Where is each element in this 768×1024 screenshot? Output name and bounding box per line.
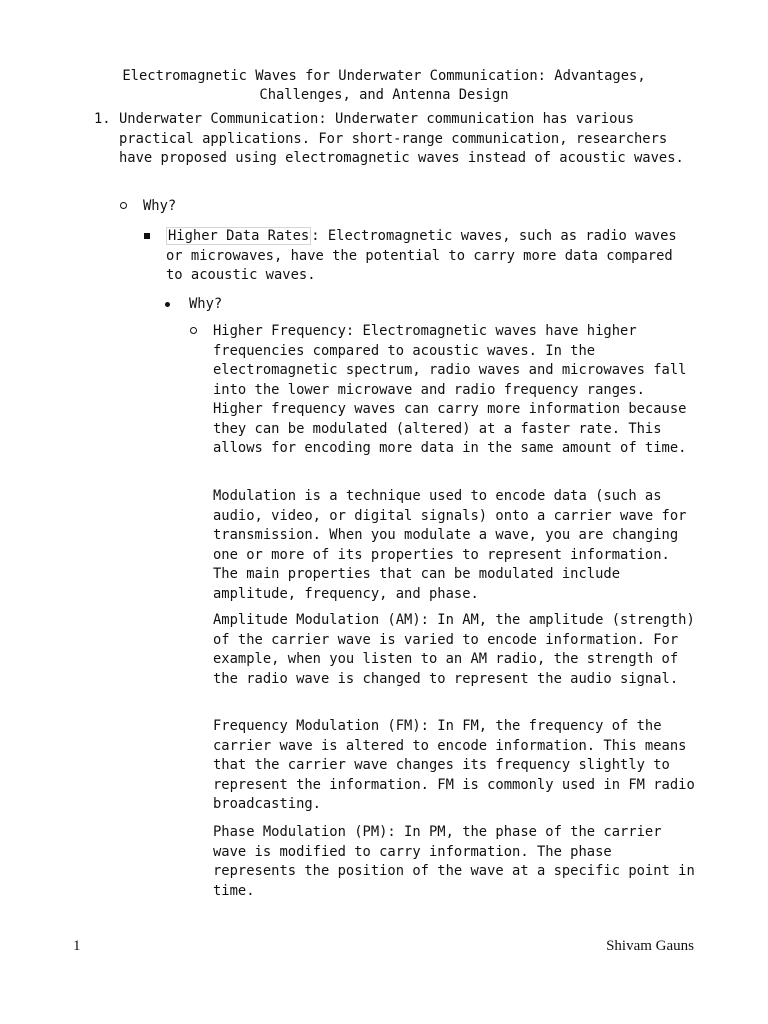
list-number: 1. bbox=[94, 111, 111, 127]
hollow-circle-bullet-icon bbox=[190, 321, 206, 341]
higher-data-rates-term: Higher Data Rates bbox=[168, 228, 310, 244]
dot-bullet-icon bbox=[165, 294, 181, 314]
document-title: Electromagnetic Waves for Underwater Communication: Advantages, Challenges, and Antenna Design bbox=[122, 68, 646, 103]
am-paragraph: Amplitude Modulation (AM): In AM, the amplitude (strength) of the carrier wave is varied to encode information. For example, when you listen to an AM radio, the strength of the radio wave is changed to represent the audio signal. bbox=[213, 612, 695, 687]
pm-paragraph: Phase Modulation (PM): In PM, the phase of the carrier wave is modified to carry information. The phase represents the position of the wave at a specific point in time. bbox=[213, 824, 695, 899]
page-number: 1 bbox=[73, 938, 81, 954]
list-item-text: Underwater Communication: Underwater communication has various practical applications. For short-range communication, researchers have proposed using electromagnetic waves instead of acoustic waves. bbox=[119, 111, 684, 166]
why-label: Why? bbox=[143, 198, 177, 214]
why-label: Why? bbox=[189, 296, 223, 312]
higher-data-rates-text: : Electromagnetic waves, such as radio waves or microwaves, have the potential to carry more data compared to acoustic waves. bbox=[166, 228, 677, 283]
higher-frequency-paragraph: Higher Frequency: Electromagnetic waves have higher frequencies compared to acoustic waves. In the electromagnetic spectrum, radio waves and microwaves fall into the lower microwave and radio frequency ranges. Higher frequency waves can carry more information because they can be modulated (altered) at a faster rate. This allows for encoding more data in the same amount of time. bbox=[213, 323, 687, 456]
fm-paragraph: Frequency Modulation (FM): In FM, the frequency of the carrier wave is altered to encode information. This means that the carrier wave changes its frequency slightly to represent the information. FM is commonly used in FM radio broadcasting. bbox=[213, 718, 695, 812]
modulation-paragraph: Modulation is a technique used to encode data (such as audio, video, or digital signals) onto a carrier wave for transmission. When you modulate a wave, you are changing one or more of its properties to represent information. The main properties that can be modulated include amplitude, frequency, and phase. bbox=[213, 488, 687, 602]
hollow-circle-bullet-icon bbox=[120, 196, 136, 216]
footer-author: Shivam Gauns bbox=[606, 938, 694, 954]
higher-data-rates-paragraph bbox=[166, 227, 694, 286]
square-bullet-icon bbox=[144, 226, 160, 246]
